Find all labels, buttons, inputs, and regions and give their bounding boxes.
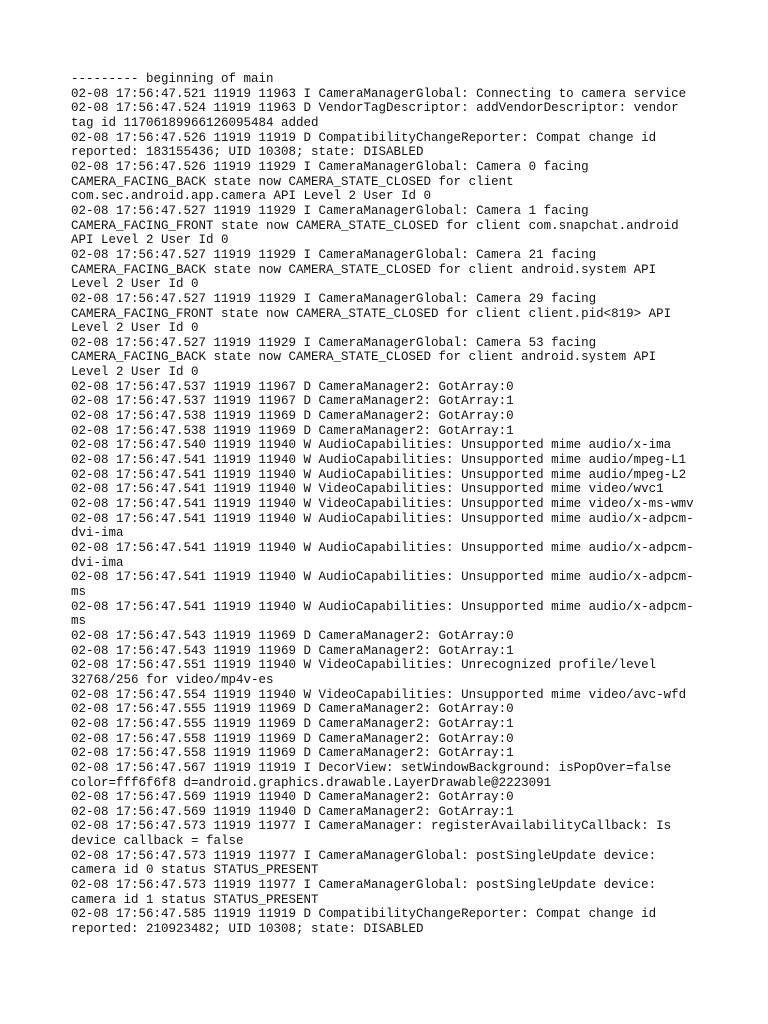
log-line: 02-08 17:56:47.541 11919 11940 W AudioCapabilities: Unsupported mime audio/mpeg-L2: [71, 467, 687, 482]
log-entry: [71, 629, 731, 644]
log-line-continuation: reported: 183155436; UID 10308; state: DISABLED: [71, 145, 424, 160]
log-line-continuation: dvi-ima: [71, 555, 124, 570]
log-line-continuation: ms: [71, 584, 87, 599]
log-line-continuation: CAMERA_FACING_FRONT state now CAMERA_STATE_CLOSED for client com.snapchat.android: [71, 218, 679, 233]
log-line: 02-08 17:56:47.573 11919 11977 I CameraManagerGlobal: postSingleUpdate device:: [71, 878, 657, 893]
log-entry: [71, 688, 731, 703]
log-line: 02-08 17:56:47.567 11919 11919 I DecorView: setWindowBackground: isPopOver=false: [71, 760, 672, 775]
log-line-continuation: Level 2 User Id 0: [71, 321, 199, 336]
log-line-continuation: device callback = false: [71, 834, 244, 849]
log-line: 02-08 17:56:47.526 11919 11919 D CompatibilityChangeReporter: Compat change id: [71, 130, 657, 145]
log-entry: [71, 160, 731, 204]
log-line-continuation: color=fff6f6f8 d=android.graphics.drawable.LayerDrawable@2223091: [71, 775, 552, 790]
log-line-continuation: camera id 1 status STATUS_PRESENT: [71, 892, 319, 907]
log-entry: [71, 248, 731, 292]
log-line-continuation: CAMERA_FACING_BACK state now CAMERA_STATE_CLOSED for client android.system API: [71, 262, 657, 277]
log-line: 02-08 17:56:47.541 11919 11940 W AudioCapabilities: Unsupported mime audio/x-adpcm-: [71, 511, 694, 526]
log-entry: [71, 746, 731, 761]
log-entry: [71, 658, 731, 687]
log-line: 02-08 17:56:47.527 11919 11929 I CameraManagerGlobal: Camera 1 facing: [71, 203, 589, 218]
logcat-output: [71, 72, 731, 937]
log-entry: [71, 409, 731, 424]
log-entry: [71, 702, 731, 717]
log-line: 02-08 17:56:47.541 11919 11940 W AudioCapabilities: Unsupported mime audio/x-adpcm-: [71, 570, 694, 585]
log-entry: [71, 87, 731, 102]
log-entry: [71, 292, 731, 336]
log-entry: [71, 819, 731, 848]
log-line-continuation: dvi-ima: [71, 526, 124, 541]
log-line: 02-08 17:56:47.537 11919 11967 D CameraManager2: GotArray:0: [71, 379, 514, 394]
log-entry: [71, 380, 731, 395]
log-line: 02-08 17:56:47.538 11919 11969 D CameraManager2: GotArray:0: [71, 409, 514, 424]
log-entry: [71, 570, 731, 599]
log-line-continuation: camera id 0 status STATUS_PRESENT: [71, 863, 319, 878]
log-line-continuation: API Level 2 User Id 0: [71, 233, 229, 248]
log-buffer-header: --------- beginning of main: [71, 72, 274, 86]
log-line: 02-08 17:56:47.558 11919 11969 D CameraManager2: GotArray:0: [71, 731, 514, 746]
log-entry: [71, 761, 731, 790]
log-line-continuation: com.sec.android.app.camera API Level 2 User Id 0: [71, 189, 432, 204]
log-entry: [71, 805, 731, 820]
log-entry: [71, 790, 731, 805]
log-line: 02-08 17:56:47.558 11919 11969 D CameraManager2: GotArray:1: [71, 746, 514, 761]
log-entry: [71, 512, 731, 541]
log-entry: [71, 907, 731, 936]
log-line-continuation: Level 2 User Id 0: [71, 277, 199, 292]
log-line-continuation: Level 2 User Id 0: [71, 365, 199, 380]
log-entry: [71, 482, 731, 497]
log-entry: [71, 541, 731, 570]
log-line: 02-08 17:56:47.541 11919 11940 W AudioCapabilities: Unsupported mime audio/mpeg-L1: [71, 453, 687, 468]
log-entry: [71, 717, 731, 732]
log-entries: [71, 87, 731, 937]
log-entry: [71, 497, 731, 512]
log-line: 02-08 17:56:47.555 11919 11969 D CameraManager2: GotArray:0: [71, 702, 514, 717]
log-entry: [71, 600, 731, 629]
log-line-continuation: tag id 11706189966126095484 added: [71, 115, 319, 130]
log-line-continuation: CAMERA_FACING_BACK state now CAMERA_STATE_CLOSED for client: [71, 174, 514, 189]
log-entry: [71, 453, 731, 468]
log-line-continuation: CAMERA_FACING_BACK state now CAMERA_STATE_CLOSED for client android.system API: [71, 350, 657, 365]
log-line: 02-08 17:56:47.527 11919 11929 I CameraManagerGlobal: Camera 21 facing: [71, 247, 597, 262]
log-entry: [71, 849, 731, 878]
log-line: 02-08 17:56:47.527 11919 11929 I CameraManagerGlobal: Camera 53 facing: [71, 335, 597, 350]
log-line: 02-08 17:56:47.541 11919 11940 W VideoCapabilities: Unsupported mime video/x-ms-wmv: [71, 497, 694, 512]
log-line: 02-08 17:56:47.543 11919 11969 D CameraManager2: GotArray:1: [71, 643, 514, 658]
log-line: 02-08 17:56:47.537 11919 11967 D CameraManager2: GotArray:1: [71, 394, 514, 409]
log-entry: [71, 101, 731, 130]
log-line: 02-08 17:56:47.541 11919 11940 W AudioCapabilities: Unsupported mime audio/x-adpcm-: [71, 541, 694, 555]
log-line-continuation: ms: [71, 614, 87, 629]
log-line: 02-08 17:56:47.538 11919 11969 D CameraManager2: GotArray:1: [71, 423, 514, 438]
log-line: 02-08 17:56:47.541 11919 11940 W VideoCapabilities: Unsupported mime video/wvc1: [71, 482, 664, 497]
log-line: 02-08 17:56:47.573 11919 11977 I CameraManagerGlobal: postSingleUpdate device:: [71, 848, 657, 863]
log-line: 02-08 17:56:47.540 11919 11940 W AudioCapabilities: Unsupported mime audio/x-ima: [71, 438, 672, 453]
log-entry: [71, 468, 731, 483]
log-entry: [71, 644, 731, 659]
log-entry: [71, 424, 731, 439]
log-line: 02-08 17:56:47.543 11919 11969 D CameraManager2: GotArray:0: [71, 628, 514, 643]
log-entry: [71, 336, 731, 380]
log-line-continuation: reported: 210923482; UID 10308; state: DISABLED: [71, 922, 424, 937]
log-line: 02-08 17:56:47.573 11919 11977 I CameraManager: registerAvailabilityCallback: Is: [71, 819, 672, 834]
log-line-continuation: 32768/256 for video/mp4v-es: [71, 672, 274, 687]
log-line: 02-08 17:56:47.521 11919 11963 I CameraManagerGlobal: Connecting to camera service: [71, 86, 687, 101]
log-line: 02-08 17:56:47.569 11919 11940 D CameraManager2: GotArray:1: [71, 804, 514, 819]
log-line: 02-08 17:56:47.569 11919 11940 D CameraManager2: GotArray:0: [71, 790, 514, 805]
log-entry: [71, 394, 731, 409]
log-line: 02-08 17:56:47.527 11919 11929 I CameraManagerGlobal: Camera 29 facing: [71, 291, 597, 306]
log-entry: [71, 204, 731, 248]
log-entry: [71, 732, 731, 747]
log-line: 02-08 17:56:47.554 11919 11940 W VideoCapabilities: Unsupported mime video/avc-wfd: [71, 687, 687, 702]
log-line: 02-08 17:56:47.551 11919 11940 W VideoCapabilities: Unrecognized profile/level: [71, 658, 657, 673]
log-entry: [71, 438, 731, 453]
log-entry: [71, 878, 731, 907]
log-entry: [71, 131, 731, 160]
log-line-continuation: CAMERA_FACING_FRONT state now CAMERA_STATE_CLOSED for client client.pid<819> API: [71, 306, 672, 321]
log-line: 02-08 17:56:47.555 11919 11969 D CameraManager2: GotArray:1: [71, 716, 514, 731]
log-line: 02-08 17:56:47.526 11919 11929 I CameraManagerGlobal: Camera 0 facing: [71, 159, 589, 174]
log-line: 02-08 17:56:47.541 11919 11940 W AudioCapabilities: Unsupported mime audio/x-adpcm-: [71, 599, 694, 614]
log-line: 02-08 17:56:47.585 11919 11919 D CompatibilityChangeReporter: Compat change id: [71, 907, 657, 922]
log-line: 02-08 17:56:47.524 11919 11963 D VendorTagDescriptor: addVendorDescriptor: vendor: [71, 101, 679, 116]
